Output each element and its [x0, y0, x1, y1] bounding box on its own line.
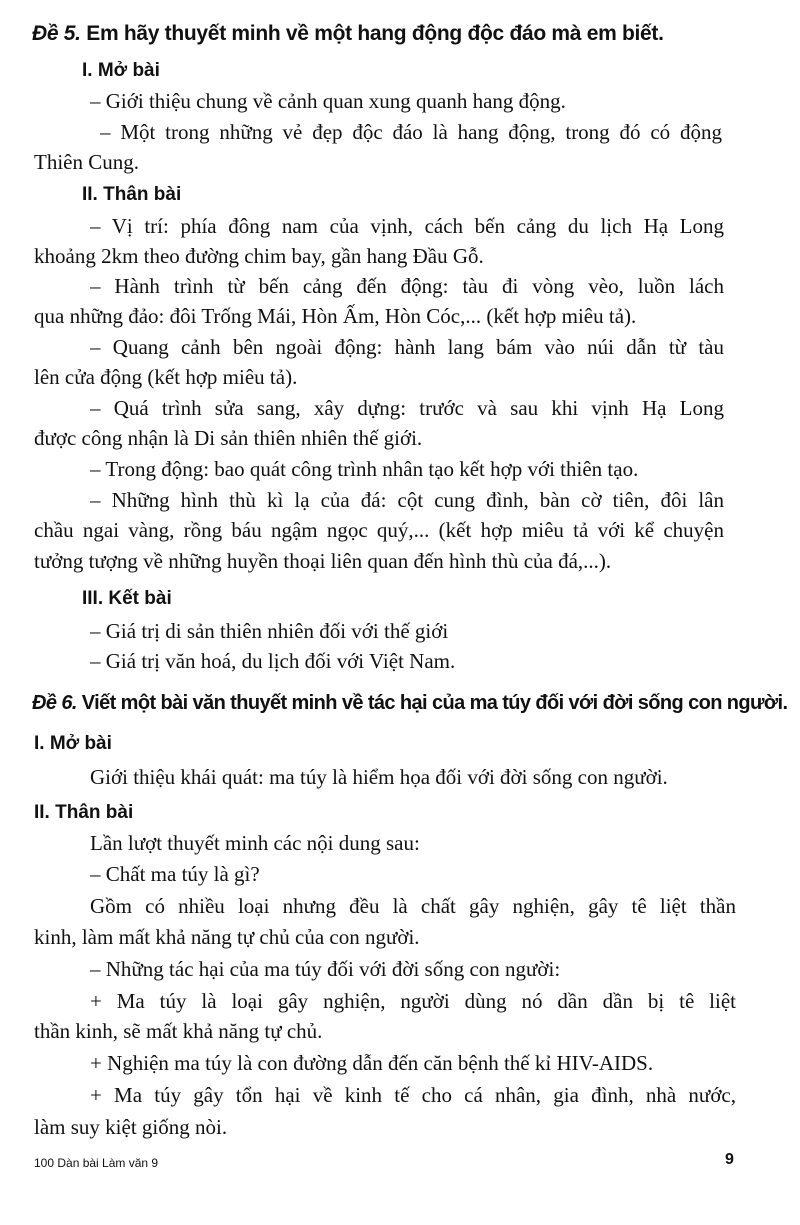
de5-topic-label: Đề 5.: [32, 22, 81, 45]
de6-mo-bai-heading: I. Mở bài: [34, 733, 112, 754]
de5-than-bai-line: – Vị trí: phía đông nam của vịnh, cách bến cảng du lịch Hạ Long: [90, 214, 724, 238]
footer-book-title: 100 Dàn bài Làm văn 9: [34, 1156, 159, 1170]
de6-topic-label: Đề 6.: [32, 692, 77, 714]
de5-than-bai-line: – Những hình thù kì lạ của đá: cột cung đình, bàn cờ tiên, đôi lân: [90, 488, 724, 512]
de5-than-bai-line: – Trong động: bao quát công trình nhân tạo kết hợp với thiên tạo.: [90, 457, 639, 481]
de5-topic-text: Em hãy thuyết minh về một hang động độc đáo mà em biết.: [86, 22, 664, 45]
de6-mo-bai-line: Giới thiệu khái quát: ma túy là hiểm họa đối với đời sống con người.: [90, 765, 668, 789]
de6-than-bai-line: làm suy kiệt giống nòi.: [34, 1115, 228, 1139]
de5-ket-bai-heading: III. Kết bài: [82, 588, 172, 609]
de5-mo-bai-line: Thiên Cung.: [34, 150, 139, 174]
de5-mo-bai-line: – Giới thiệu chung về cảnh quan xung quanh hang động.: [90, 89, 566, 113]
de6-than-bai-heading: II. Thân bài: [34, 802, 134, 823]
de6-than-bai-line: + Ma túy gây tổn hại về kinh tế cho cá nhân, gia đình, nhà nước,: [90, 1083, 736, 1107]
de5-than-bai-line: – Quá trình sửa sang, xây dựng: trước và sau khi vịnh Hạ Long: [90, 396, 724, 420]
de5-than-bai-line: lên cửa động (kết hợp miêu tả).: [34, 365, 298, 389]
de6-than-bai-line: kinh, làm mất khả năng tự chủ của con người.: [34, 925, 420, 949]
de5-mo-bai-heading: I. Mở bài: [82, 60, 160, 81]
de5-than-bai-line: được công nhận là Di sản thiên nhiên thế giới.: [34, 426, 423, 450]
page-number: 9: [725, 1151, 734, 1168]
de6-than-bai-line: Lần lượt thuyết minh các nội dung sau:: [90, 831, 420, 855]
de5-mo-bai-line: – Một trong những vẻ đẹp độc đáo là hang động, trong đó có động: [100, 120, 722, 144]
de5-than-bai-heading: II. Thân bài: [82, 184, 182, 205]
de6-topic-text: Viết một bài văn thuyết minh về tác hại của ma túy đối với đời sống con người.: [81, 692, 788, 714]
de5-ket-bai-line: – Giá trị di sản thiên nhiên đối với thế giới: [90, 619, 449, 643]
de5-than-bai-line: qua những đảo: đôi Trống Mái, Hòn Ấm, Hòn Cóc,... (kết hợp miêu tả).: [34, 304, 637, 328]
de6-than-bai-line: – Những tác hại của ma túy đối với đời sống con người:: [90, 957, 561, 981]
de5-than-bai-line: – Quang cảnh bên ngoài động: hành lang bám vào núi dẫn từ tàu: [90, 335, 724, 359]
de6-than-bai-line: + Nghiện ma túy là con đường dẫn đến căn bệnh thế kỉ HIV-AIDS.: [90, 1051, 654, 1075]
de5-than-bai-line: tưởng tượng về những huyền thoại liên quan đến hình thù của đá,...).: [34, 549, 612, 573]
de6-than-bai-line: – Chất ma túy là gì?: [90, 862, 260, 886]
de6-than-bai-line: thần kinh, sẽ mất khả năng tự chủ.: [34, 1019, 323, 1043]
de6-than-bai-line: + Ma túy là loại gây nghiện, người dùng nó dần dần bị tê liệt: [90, 989, 736, 1013]
de6-topic: [32, 692, 787, 715]
de5-than-bai-line: khoảng 2km theo đường chim bay, gần hang Đầu Gỗ.: [34, 244, 484, 268]
de5-than-bai-line: chầu ngai vàng, rồng báu ngậm ngọc quý,... (kết hợp miêu tả với kể chuyện: [34, 518, 724, 542]
de5-topic: [32, 22, 664, 46]
de5-ket-bai-line: – Giá trị văn hoá, du lịch đối với Việt Nam.: [90, 649, 456, 673]
de5-than-bai-line: – Hành trình từ bến cảng đến động: tàu đi vòng vèo, luồn lách: [90, 274, 724, 298]
de6-than-bai-line: Gồm có nhiều loại nhưng đều là chất gây nghiện, gây tê liệt thần: [90, 894, 736, 918]
